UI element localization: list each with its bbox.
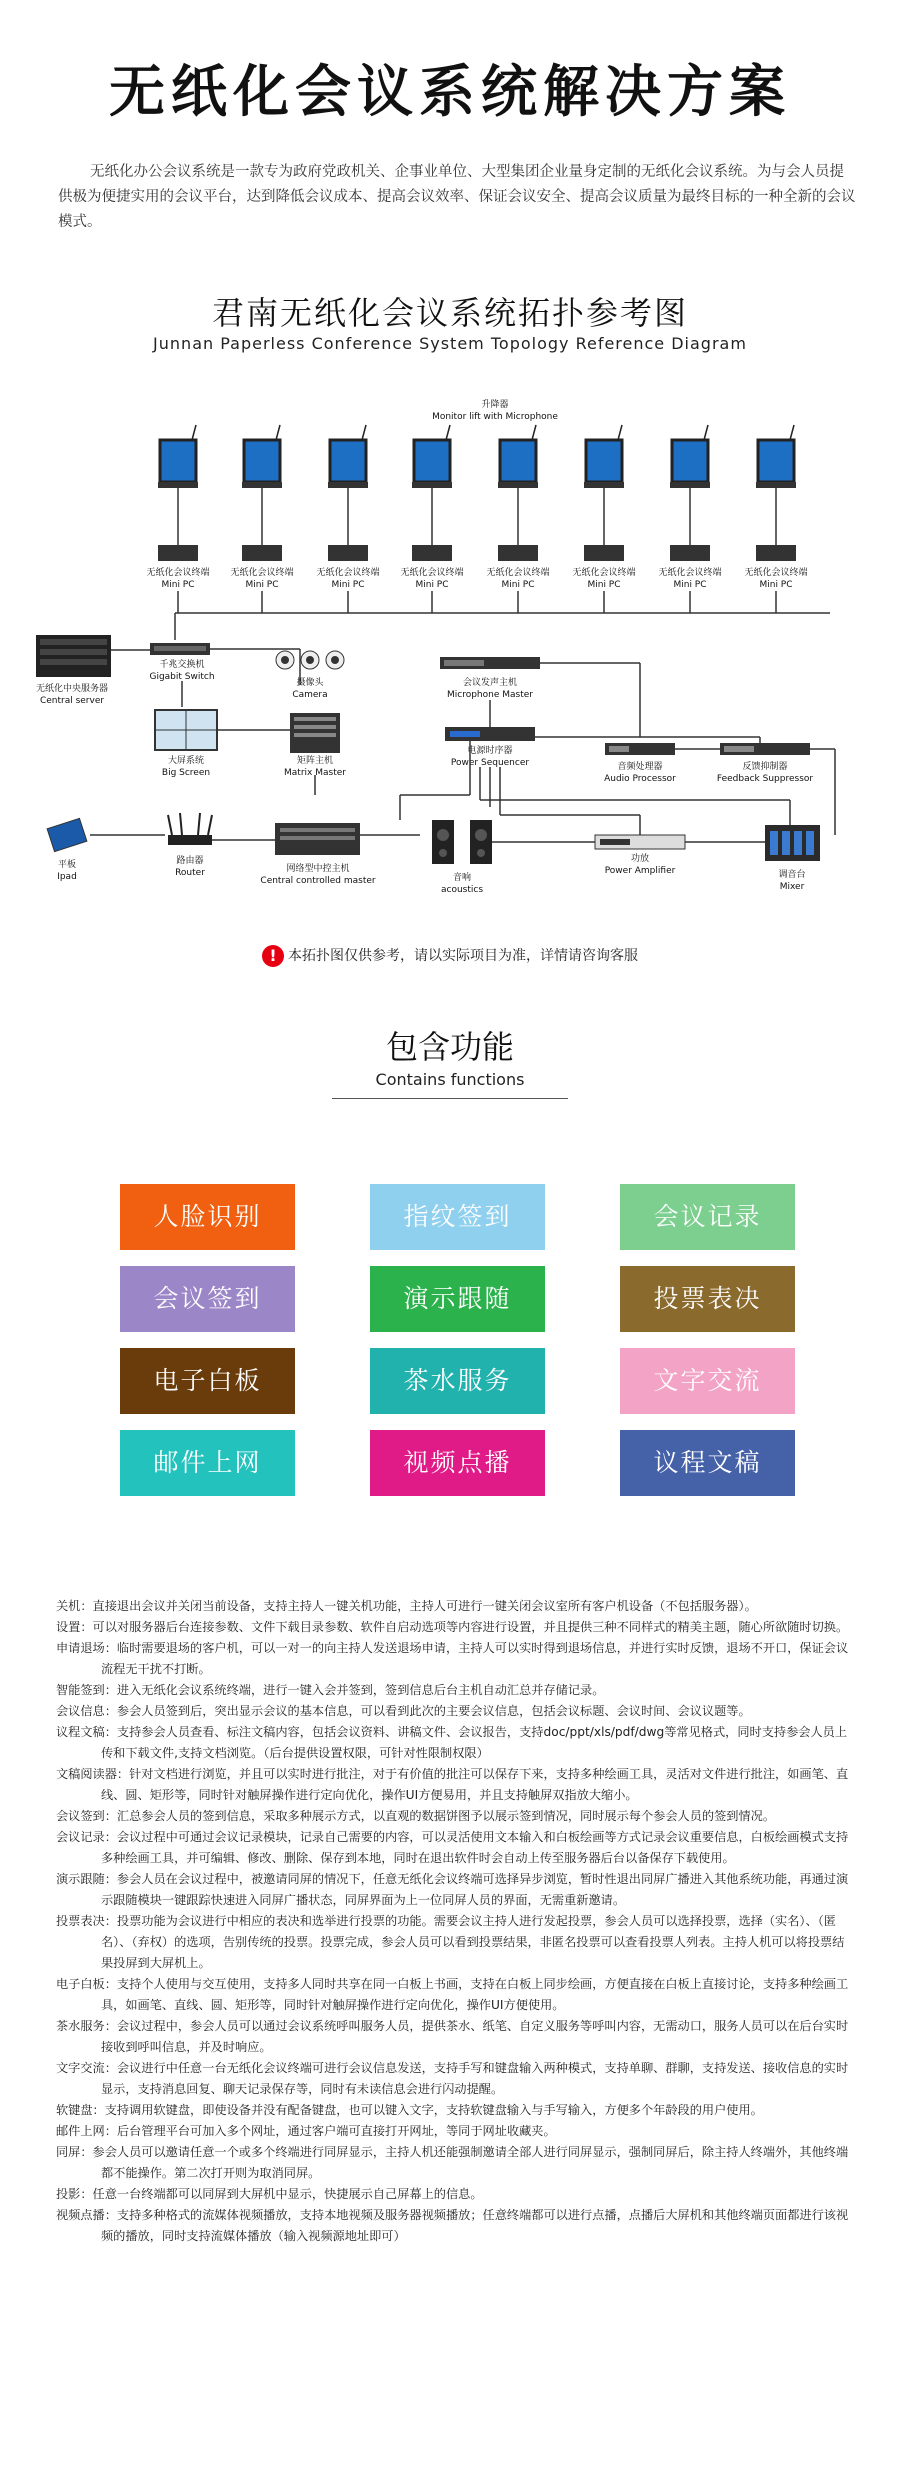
page-title: 无纸化会议系统解决方案	[109, 60, 791, 125]
feature-detail-item: 议程文稿：支持参会人员查看、标注文稿内容，包括会议资料、讲稿文件、会议报告，支持doc/ppt/xls/pdf/dwg等常见格式，同时支持参会人员上传和下载文件,支持文档浏览。（后台提供设置权限，可针对性限制权限）	[56, 1725, 848, 1760]
function-tile: 电子白板	[120, 1348, 295, 1414]
monitor-icon	[586, 440, 622, 482]
sequencer-label-cn: 电源时序器	[467, 746, 513, 756]
gigabit-switch-icon	[150, 643, 210, 655]
terminal-label-cn: 无纸化会议终端	[400, 568, 464, 578]
bigscreen-label-en: Big Screen	[161, 768, 211, 778]
monitor-icon	[160, 440, 196, 482]
acoustics-label-en: acoustics	[440, 885, 484, 895]
microphone-icon	[704, 425, 708, 440]
terminal-unit	[400, 425, 463, 613]
lifter-label-cn: 升降器	[481, 400, 509, 410]
power-sequencer-icon	[445, 727, 535, 741]
mini-pc-icon	[584, 545, 624, 561]
server-label-cn: 无纸化中央服务器	[35, 684, 109, 694]
acoustics-label-cn: 音响	[452, 873, 472, 883]
topology-diagram	[0, 395, 900, 935]
functions-subtitle: Contains functions	[375, 1070, 525, 1089]
router-icon	[168, 813, 212, 845]
monitor-icon	[500, 440, 536, 482]
sequencer-label-en: Power Sequencer	[450, 758, 530, 768]
function-tile: 茶水服务	[370, 1348, 545, 1414]
feature-detail-item: 演示跟随：参会人员在会议过程中，被邀请同屏的情况下，任意无纸化会议终端可选择异步浏览，暂时性退出同屏广播进入其他系统功能，再通过演示跟随模块一键跟踪快速进入同屏广播状态，同屏界面为上一位同屏人员的界面，无需重新邀请。	[56, 1872, 849, 1907]
terminal-label-cn: 无纸化会议终端	[230, 568, 294, 578]
central-server-icon	[36, 635, 111, 677]
terminal-label-en: Mini PC	[501, 580, 535, 590]
amp-label-cn: 功放	[630, 854, 650, 864]
camera-label-en: Camera	[292, 690, 328, 700]
ccm-label-en: Central controlled master	[260, 876, 376, 886]
monitor-icon	[244, 440, 280, 482]
intro-paragraph: 无纸化办公会议系统是一款专为政府党政机关、企事业单位、大型集团企业量身定制的无纸化会议系统。为与会人员提供极为便捷实用的会议平台，达到降低会议成本、提高会议效率、保证会议安全、提高会议质量为最终目标的一种全新的会议模式。	[58, 164, 856, 230]
feature-detail-item: 软键盘：支持调用软键盘，即使设备并没有配备键盘，也可以键入文字，支持软键盘输入与手写输入，方便多个年龄段的用户使用。	[56, 2103, 763, 2117]
feature-detail-item: 茶水服务：会议过程中，参会人员可以通过会议系统呼叫服务人员，提供茶水、纸笔、自定义服务等呼叫内容，无需动口，服务人员可以在后台实时接收到呼叫信息，并及时响应。	[56, 2019, 849, 2054]
feature-details	[56, 1596, 856, 2247]
monitor-icon	[672, 440, 708, 482]
mixer-icon	[765, 825, 820, 861]
feature-detail-item: 会议信息：参会人员签到后，突出显示会议的基本信息，可以看到此次的主要会议信息，包括会议标题、会议时间、会议议题等。	[56, 1704, 751, 1718]
monitor-icon	[330, 440, 366, 482]
terminal-row	[146, 425, 807, 613]
feature-detail-item: 文稿阅读器：针对文档进行浏览，并且可以实时进行批注，对于有价值的批注可以保存下来，支持多种绘画工具，灵活对文件进行批注，如画笔、直线、圆、矩形等，同时针对触屏操作进行定向优化，操作UI方便易用，并且支持触屏双指放大缩小。	[56, 1767, 849, 1802]
mini-pc-icon	[670, 545, 710, 561]
feedback-suppressor-icon	[720, 743, 810, 755]
feature-detail-item: 会议签到：汇总参会人员的签到信息，采取多种展示方式，以直观的数据饼图予以展示签到情况，同时展示每个参会人员的签到情况。	[56, 1809, 776, 1823]
terminal-unit	[744, 425, 807, 613]
terminal-unit	[230, 425, 293, 613]
feedback-label-cn: 反馈抑制器	[742, 762, 788, 772]
terminal-unit	[146, 425, 209, 613]
amp-label-en: Power Amplifier	[604, 866, 676, 876]
mixer-label-cn: 调音台	[778, 870, 806, 880]
ipad-icon	[47, 818, 87, 851]
matrix-label-cn: 矩阵主机	[296, 756, 334, 766]
monitor-icon	[758, 440, 794, 482]
mini-pc-icon	[498, 545, 538, 561]
terminal-label-cn: 无纸化会议终端	[658, 568, 722, 578]
terminal-unit	[572, 425, 635, 613]
mixer-label-en: Mixer	[779, 882, 805, 892]
feature-detail-item: 智能签到：进入无纸化会议系统终端，进行一键入会并签到，签到信息后台主机自动汇总并存储记录。	[56, 1683, 605, 1697]
microphone-icon	[790, 425, 794, 440]
function-tile: 会议签到	[120, 1266, 295, 1332]
terminal-label-en: Mini PC	[587, 580, 621, 590]
microphone-icon	[192, 425, 196, 440]
feature-detail-item: 文字交流：会议进行中任意一台无纸化会议终端可进行会议信息发送，支持手写和键盘输入两种模式，支持单聊、群聊，支持发送、接收信息的实时显示，支持消息回复、聊天记录保存等，同时有未读信息会进行闪动提醒。	[56, 2061, 849, 2096]
mic-master-label-en: Microphone Master	[447, 690, 533, 700]
router-label-en: Router	[175, 868, 205, 878]
mini-pc-icon	[328, 545, 368, 561]
mini-pc-icon	[756, 545, 796, 561]
ccm-label-cn: 网络型中控主机	[286, 864, 350, 874]
terminal-label-cn: 无纸化会议终端	[316, 568, 380, 578]
terminal-label-cn: 无纸化会议终端	[486, 568, 550, 578]
function-tile: 人脸识别	[120, 1184, 295, 1250]
terminal-label-en: Mini PC	[331, 580, 365, 590]
terminal-label-en: Mini PC	[161, 580, 195, 590]
audio-label-cn: 音频处理器	[617, 762, 663, 772]
terminal-unit	[486, 425, 549, 613]
terminal-label-cn: 无纸化会议终端	[146, 568, 210, 578]
feature-detail-item: 视频点播：支持多种格式的流媒体视频播放，支持本地视频及服务器视频播放；任意终端都可以进行点播，点播后大屏机和其他终端页面都进行该视频的播放，同时支持流媒体播放（输入视频源地址即可）	[56, 2208, 849, 2243]
feature-detail-item: 邮件上网：后台管理平台可加入多个网址，通过客户端可直接打开网址，等同于网址收藏夹。	[56, 2124, 556, 2138]
feedback-label-en: Feedback Suppressor	[716, 774, 814, 784]
terminal-unit	[316, 425, 379, 613]
terminal-label-en: Mini PC	[415, 580, 449, 590]
feature-detail-item: 电子白板：支持个人使用与交互使用，支持多人同时共享在同一白板上书画，支持在白板上同步绘画，方便直接在白板上直接讨论，支持多种绘画工具，如画笔、直线、圆、矩形等，同时针对触屏操作进行定向优化，操作UI方便使用。	[56, 1977, 849, 2012]
ipad-label-en: Ipad	[57, 872, 77, 882]
mini-pc-icon	[158, 545, 198, 561]
terminal-label-en: Mini PC	[673, 580, 707, 590]
function-tile: 投票表决	[620, 1266, 795, 1332]
function-tile: 议程文稿	[620, 1430, 795, 1496]
feature-detail-item: 关机：直接退出会议并关闭当前设备，支持主持人一键关机功能，主持人可进行一键关闭会议室所有客户机设备（不包括服务器）。	[56, 1599, 757, 1613]
function-tile: 演示跟随	[370, 1266, 545, 1332]
function-tile: 文字交流	[620, 1348, 795, 1414]
mini-pc-icon	[242, 545, 282, 561]
bigscreen-label-cn: 大屏系统	[167, 756, 205, 766]
server-label-en: Central server	[39, 696, 105, 706]
function-tile: 邮件上网	[120, 1430, 295, 1496]
switch-label-en: Gigabit Switch	[149, 672, 215, 682]
feature-detail-item: 设置：可以对服务器后台连接参数、文件下载目录参数、软件自启动选项等内容进行设置，并且提供三种不同样式的精美主题，随心所欲随时切换。	[56, 1620, 849, 1634]
switch-label-cn: 千兆交换机	[159, 660, 205, 670]
matrix-master-icon	[290, 713, 340, 753]
feature-detail-item: 申请退场：临时需要退场的客户机，可以一对一的向主持人发送退场申请，主持人可以实时得到退场信息，并进行实时反馈，退场不开口，保证会议流程无干扰不打断。	[56, 1641, 849, 1676]
central-control-master-icon	[275, 823, 360, 855]
function-tile: 指纹签到	[370, 1184, 545, 1250]
functions-divider	[332, 1098, 568, 1099]
camera-icon	[276, 651, 344, 669]
mic-master-label-cn: 会议发声主机	[462, 678, 518, 688]
feature-detail-item: 投影：任意一台终端都可以同屏到大屏机中显示，快捷展示自己屏幕上的信息。	[56, 2187, 483, 2201]
mini-pc-icon	[412, 545, 452, 561]
microphone-icon	[276, 425, 280, 440]
monitor-icon	[414, 440, 450, 482]
matrix-label-en: Matrix Master	[284, 768, 346, 778]
feature-detail-item: 同屏：参会人员可以邀请任意一个或多个终端进行同屏显示，主持人机还能强制邀请全部人进行同屏显示，强制同屏后，除主持人终端外，其他终端都不能操作。第二次打开则为取消同屏。	[56, 2145, 849, 2180]
power-amplifier-icon	[595, 835, 685, 849]
microphone-icon	[446, 425, 450, 440]
ipad-label-cn: 平板	[57, 860, 77, 870]
terminal-label-cn: 无纸化会议终端	[572, 568, 636, 578]
notice-text: 本拓扑图仅供参考，请以实际项目为准，详情请咨询客服	[288, 948, 638, 964]
microphone-icon	[362, 425, 366, 440]
topology-title: 君南无纸化会议系统拓扑参考图	[211, 294, 688, 332]
topology-subtitle: Junnan Paperless Conference System Topology Reference Diagram	[153, 334, 747, 353]
topology-notice	[0, 945, 900, 967]
feature-detail-item: 会议记录：会议过程中可通过会议记录模块，记录自己需要的内容，可以灵活使用文本输入和白板绘画等方式记录会议重要信息，白板绘画模式支持多种绘画工具，并可编辑、修改、删除、保存到本地，同时在退出软件时会自动上传至服务器后台以备保存下载使用。	[56, 1830, 849, 1865]
microphone-master-icon	[440, 657, 540, 669]
terminal-label-en: Mini PC	[245, 580, 279, 590]
router-label-cn: 路由器	[176, 856, 204, 866]
function-tile: 视频点播	[370, 1430, 545, 1496]
terminal-label-cn: 无纸化会议终端	[744, 568, 808, 578]
function-tile: 会议记录	[620, 1184, 795, 1250]
microphone-icon	[532, 425, 536, 440]
big-screen-icon	[155, 710, 217, 750]
microphone-icon	[618, 425, 622, 440]
speaker-icon	[432, 820, 492, 864]
terminal-label-en: Mini PC	[759, 580, 793, 590]
audio-processor-icon	[605, 743, 675, 755]
lifter-label-en: Monitor lift with Microphone	[432, 412, 558, 422]
feature-detail-item: 投票表决：投票功能为会议进行中相应的表决和选举进行投票的功能。需要会议主持人进行发起投票，参会人员可以选择投票，选择（实名）、（匿名）、（弃权）的选项，告别传统的投票。投票完成，参会人员可以看到投票结果，非匿名投票可以查看投票人列表。主持人机可以将投票结果投屏到大屏机上。	[56, 1914, 845, 1970]
warning-icon: !	[262, 945, 284, 967]
camera-label-cn: 摄像头	[296, 678, 324, 688]
audio-label-en: Audio Processor	[604, 774, 676, 784]
terminal-unit	[658, 425, 721, 613]
functions-title: 包含功能	[385, 1028, 514, 1066]
